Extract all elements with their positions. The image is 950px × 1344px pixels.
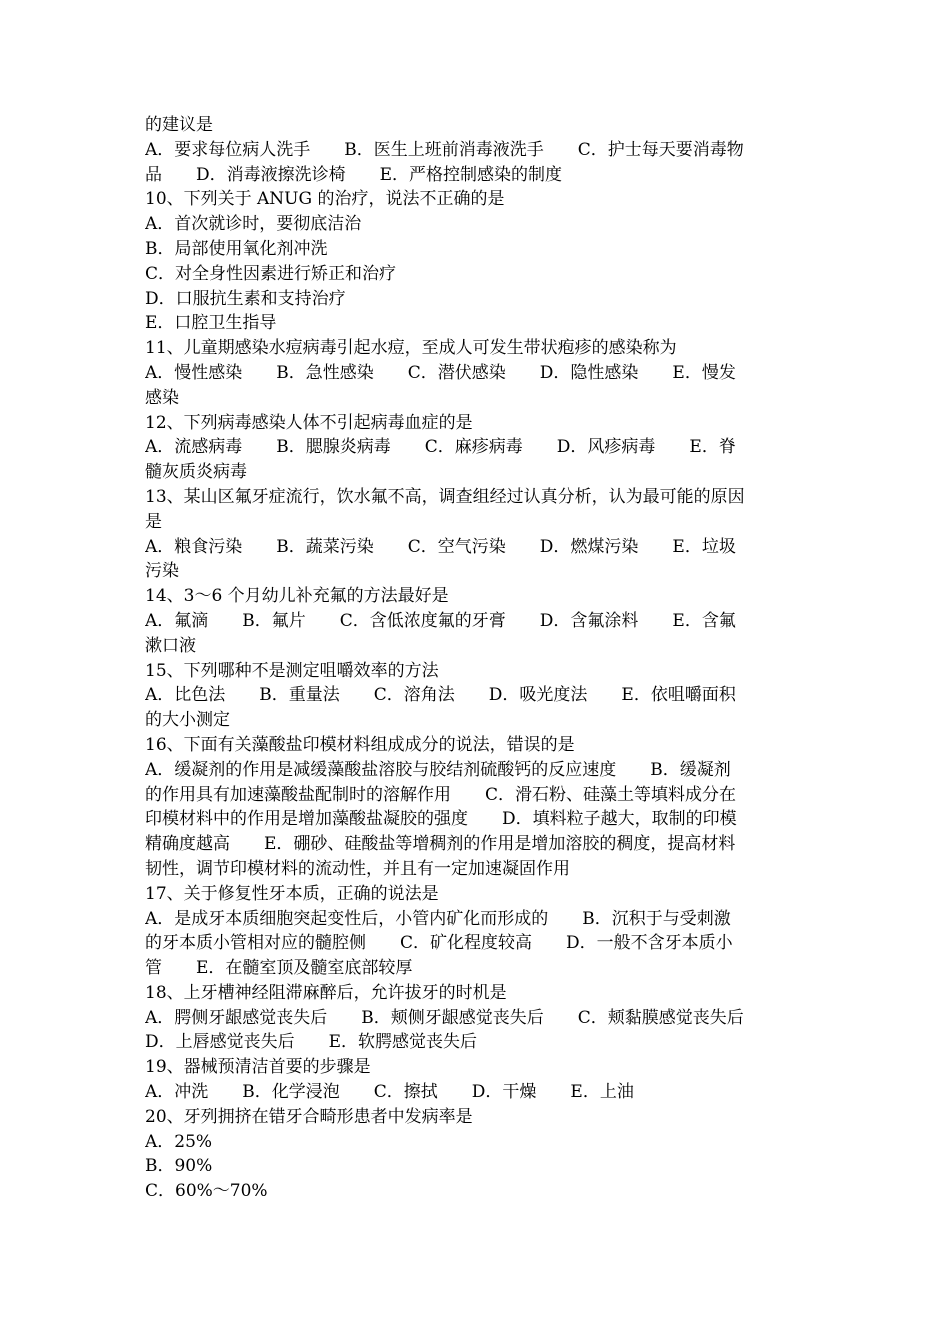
option-line: 印模材料中的作用是增加藻酸盐凝胶的强度 D．填料粒子越大，取制的印模 xyxy=(145,809,737,830)
text-line: 是 xyxy=(145,511,162,532)
question-12: 12、下列病毒感染人体不引起病毒血症的是 xyxy=(145,412,473,433)
option-line: C．对全身性因素进行矫正和治疗 xyxy=(145,263,397,284)
option-line: A．冲洗 B．化学浸泡 C．擦拭 D．干燥 E．上油 xyxy=(145,1082,634,1103)
option-line: 韧性，调节印模材料的流动性，并且有一定加速凝固作用 xyxy=(145,858,570,879)
option-line: A．首次就诊时，要彻底洁治 xyxy=(145,214,362,235)
option-line: A．氟滴 B．氟片 C．含低浓度氟的牙膏 D．含氟涂料 E．含氟 xyxy=(145,610,736,631)
option-line: 的牙本质小管相对应的髓腔侧 C．矿化程度较高 D．一般不含牙本质小 xyxy=(145,933,733,954)
option-line: A．流感病毒 B．腮腺炎病毒 C．麻疹病毒 D．风疹病毒 E．脊 xyxy=(145,437,736,458)
document-page xyxy=(145,113,809,1204)
option-line: A．是成牙本质细胞突起变性后，小管内矿化而形成的 B．沉积于与受刺激 xyxy=(145,908,731,929)
option-line: 的作用具有加速藻酸盐配制时的溶解作用 C．滑石粉、硅藻土等填料成分在 xyxy=(145,784,737,805)
option-line: 污染 xyxy=(145,561,179,582)
option-line: A．比色法 B．重量法 C．溶角法 D．吸光度法 E．依咀嚼面积 xyxy=(145,685,736,706)
option-line: D．上唇感觉丧失后 E．软腭感觉丧失后 xyxy=(145,1032,478,1053)
text-line: 品 D．消毒液擦洗诊椅 E．严格控制感染的制度 xyxy=(145,164,563,185)
question-19: 19、器械预清洁首要的步骤是 xyxy=(145,1057,371,1078)
option-line: 髓灰质炎病毒 xyxy=(145,462,247,483)
option-line: A．慢性感染 B．急性感染 C．潜伏感染 D．隐性感染 E．慢发 xyxy=(145,362,736,383)
option-line: A．缓凝剂的作用是减缓藻酸盐溶胶与胶结剂硫酸钙的反应速度 B．缓凝剂 xyxy=(145,759,731,780)
option-line: 精确度越高 E．硼砂、硅酸盐等增稠剂的作用是增加溶胶的稠度，提高材料 xyxy=(145,834,736,855)
question-16: 16、下面有关藻酸盐印模材料组成成分的说法，错误的是 xyxy=(145,734,575,755)
option-line: E．口腔卫生指导 xyxy=(145,313,277,334)
option-line: A．腭侧牙龈感觉丧失后 B．颊侧牙龈感觉丧失后 C．颊黏膜感觉丧失后 xyxy=(145,1007,744,1028)
text-line: 的建议是 xyxy=(145,115,213,135)
option-line: A．粮食污染 B．蔬菜污染 C．空气污染 D．燃煤污染 E．垃圾 xyxy=(145,536,736,557)
option-line: A．25% xyxy=(145,1131,213,1152)
question-14: 14、3～6 个月幼儿补充氟的方法最好是 xyxy=(145,586,449,607)
question-13: 13、某山区氟牙症流行，饮水氟不高，调查组经过认真分析，认为最可能的原因 xyxy=(145,486,745,507)
option-line: B．90% xyxy=(145,1156,213,1177)
question-18: 18、上牙槽神经阻滞麻醉后，允许拔牙的时机是 xyxy=(145,982,507,1003)
option-line: 管 E．在髓室顶及髓室底部较厚 xyxy=(145,958,413,979)
question-10: 10、下列关于 ANUG 的治疗，说法不正确的是 xyxy=(145,189,505,210)
option-line: D．口服抗生素和支持治疗 xyxy=(145,288,346,309)
question-15: 15、下列哪种不是测定咀嚼效率的方法 xyxy=(145,660,439,681)
option-line: 漱口液 xyxy=(145,635,196,656)
option-line: 的大小测定 xyxy=(145,710,230,731)
option-line: B．局部使用氧化剂冲洗 xyxy=(145,238,328,259)
question-17: 17、关于修复性牙本质，正确的说法是 xyxy=(145,883,439,904)
question-11: 11、儿童期感染水痘病毒引起水痘，至成人可发生带状疱疹的感染称为 xyxy=(145,338,677,359)
option-line: C．60%～70% xyxy=(145,1181,268,1202)
option-line: 感染 xyxy=(145,387,179,408)
text-line: A．要求每位病人洗手 B．医生上班前消毒液洗手 C．护士每天要消毒物 xyxy=(145,139,744,160)
question-20: 20、牙列拥挤在错牙合畸形患者中发病率是 xyxy=(145,1106,473,1127)
